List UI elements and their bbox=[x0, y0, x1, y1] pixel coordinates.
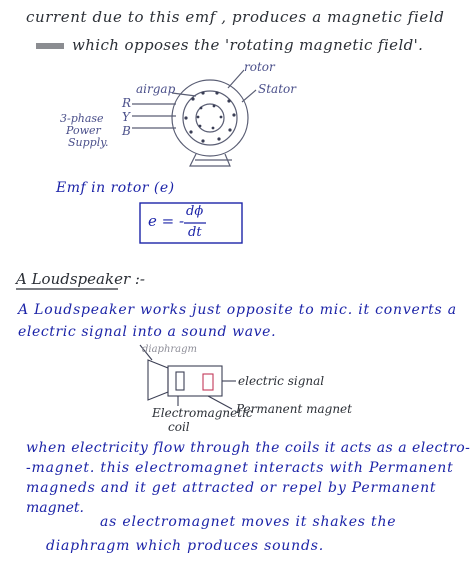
rotor-ring bbox=[183, 91, 237, 145]
note-line-1: current due to this emf , produces a magnetic field bbox=[26, 8, 445, 26]
para-2-line-4: magnet. bbox=[26, 500, 84, 516]
label-supply-2: Power bbox=[66, 124, 101, 137]
label-coil-2: coil bbox=[168, 420, 190, 434]
label-stator: Stator bbox=[258, 82, 296, 96]
label-rotor: rotor bbox=[244, 60, 275, 74]
note-line-2-text: which opposes the 'rotating magnetic field'. bbox=[72, 36, 424, 54]
permanent-magnet-rect bbox=[203, 374, 213, 390]
airgap-pointer bbox=[172, 93, 196, 96]
speaker-cone bbox=[148, 360, 168, 400]
para-1-line-2: electric signal into a sound wave. bbox=[18, 324, 277, 340]
label-phase-b: B bbox=[122, 124, 131, 138]
rotor-pointer bbox=[228, 70, 244, 88]
para-3-line-2: diaphragm which produces sounds. bbox=[46, 538, 324, 554]
para-3-line-1: as electromagnet moves it shakes the bbox=[100, 514, 397, 530]
equation-lhs: e = - bbox=[148, 212, 185, 230]
equation-denominator: dt bbox=[188, 225, 202, 240]
label-diaphragm: diaphragm bbox=[142, 344, 198, 355]
para-2-line-3: magneds and it get attracted or repel by Permanent bbox=[26, 480, 437, 496]
label-airgap: airgap bbox=[136, 82, 176, 96]
label-phase-y: Y bbox=[122, 110, 130, 124]
section-heading: A Loudspeaker :- bbox=[16, 270, 146, 288]
label-supply-3: Supply. bbox=[68, 136, 109, 149]
label-permanent-magnet: Permanent magnet bbox=[236, 402, 352, 416]
equation-numerator: dϕ bbox=[186, 204, 204, 219]
emf-label: Emf in rotor (e) bbox=[56, 180, 175, 196]
para-2-line-1: when electricity flow through the coils it acts as a electro- bbox=[26, 440, 471, 456]
para-1-line-1: A Loudspeaker works just opposite to mic. it converts a bbox=[18, 302, 457, 318]
stator-pointer bbox=[242, 90, 256, 102]
para-2-line-2: -magnet. this electromagnet interacts with Permanent bbox=[26, 460, 454, 476]
label-coil-1: Electromagnetic bbox=[152, 406, 253, 420]
coil-rect bbox=[176, 372, 184, 390]
label-electric-signal: electric signal bbox=[238, 374, 325, 388]
label-phase-r: R bbox=[122, 96, 132, 110]
label-supply-1: 3-phase bbox=[60, 112, 104, 125]
